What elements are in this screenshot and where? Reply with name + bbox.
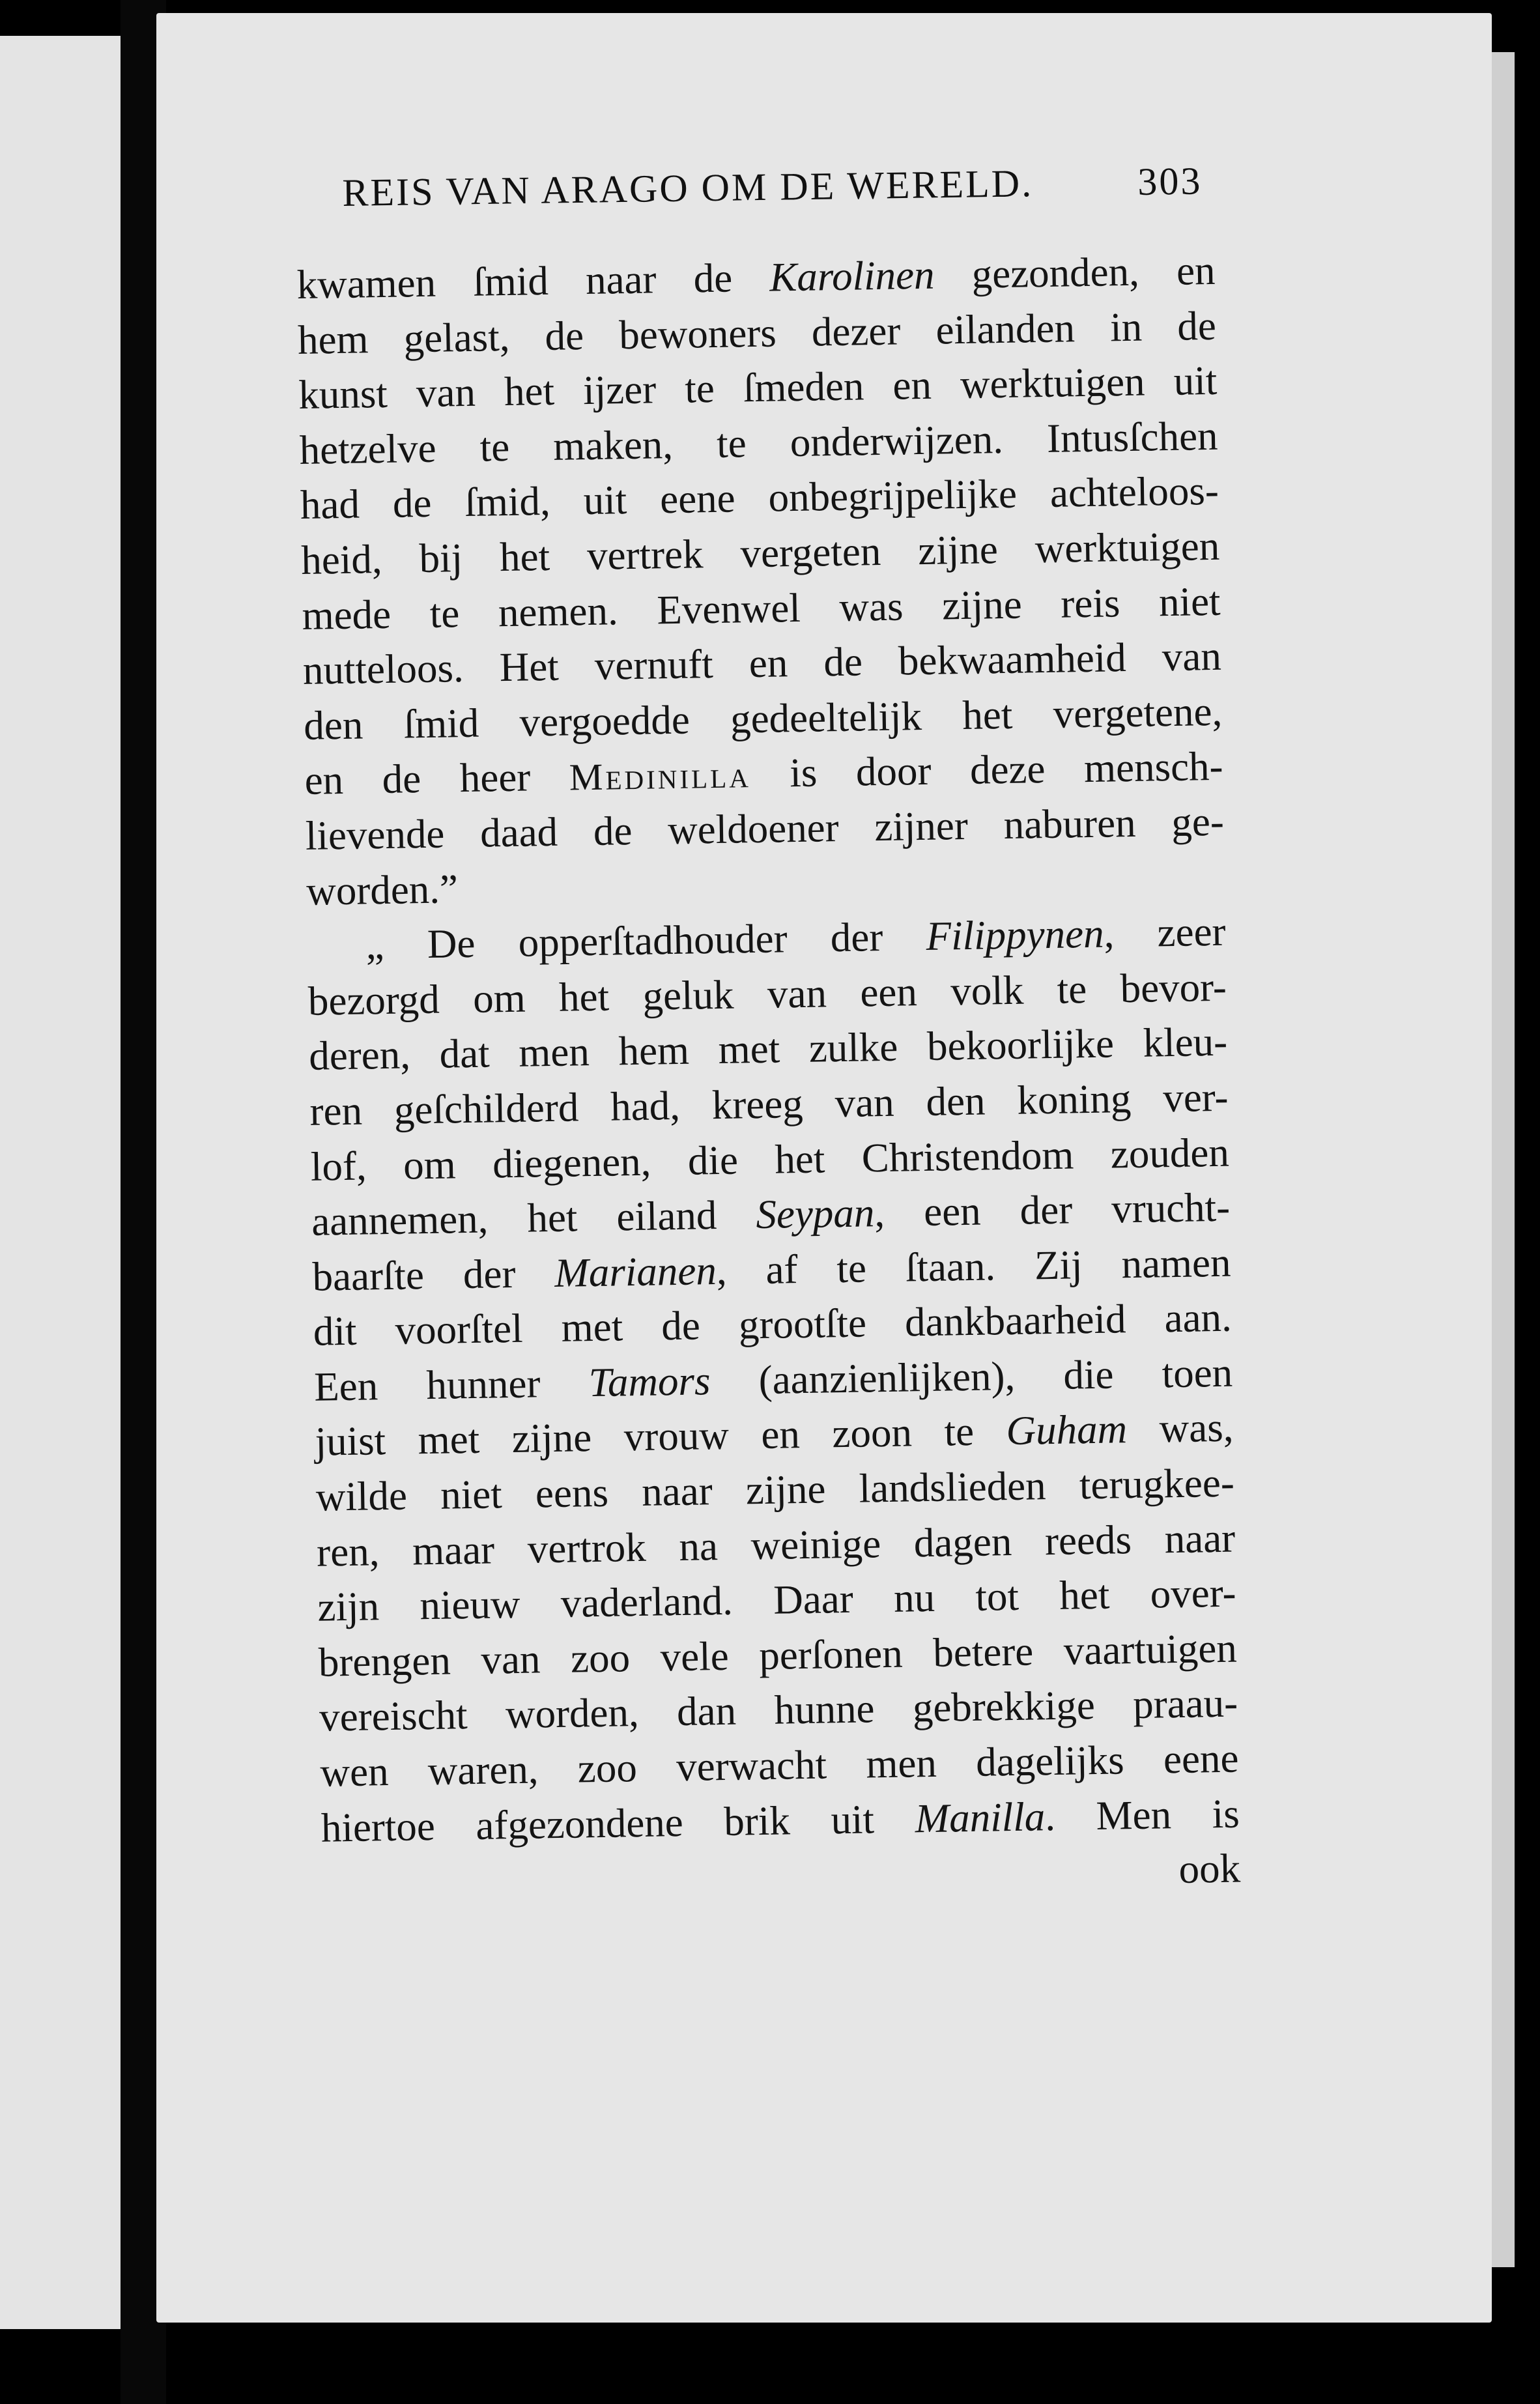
text-line: juist met zijne vrouw en zoon te Guham was, xyxy=(315,1405,1234,1465)
text-line: nutteloos. Het vernuft en de bekwaamheid van xyxy=(302,633,1222,694)
text-line: brengen van zoo vele perſonen betere vaartuigen xyxy=(318,1625,1238,1685)
text-line: den ſmid vergoedde gedeeltelijk het vergetene, xyxy=(303,688,1223,749)
text-line: zijn nieuw vaderland. Daar nu tot het over- xyxy=(317,1569,1236,1630)
text-line: aannemen, het eiland Seypan, een der vrucht- xyxy=(311,1184,1231,1244)
facing-page-edge xyxy=(0,36,121,2329)
text-line: heid, bij het vertrek vergeten zijne werktuigen xyxy=(300,522,1220,583)
text-line: had de ſmid, uit eene onbegrijpelijke achteloos- xyxy=(300,468,1219,528)
text-line: kunst van het ijzer te ſmeden en werktuigen uit xyxy=(298,358,1218,418)
running-head xyxy=(342,159,1203,229)
text-line: en de heer Medinilla is door deze mensch- xyxy=(304,743,1223,804)
running-title: REIS VAN ARAGO OM DE WERELD. xyxy=(342,162,1034,214)
text-line: ren, maar vertrok na weinige dagen reeds naar xyxy=(316,1515,1236,1575)
text-line: kwamen ſmid naar de Karolinen gezonden, en xyxy=(296,247,1216,308)
text-line: lof, om diegenen, die het Christendom zouden xyxy=(310,1129,1230,1190)
text-line: deren, dat men hem met zulke bekoorlijke kleu- xyxy=(308,1019,1228,1080)
text-line: lievende daad de weldoener zijner naburen ge- xyxy=(305,798,1225,859)
text-line: hem gelast, de bewoners dezer eilanden in de xyxy=(297,302,1217,363)
text-line: wen waren, zoo verwacht men dagelijks eene xyxy=(319,1735,1239,1796)
catchword: ook xyxy=(1178,1845,1241,1893)
text-line: bezorgd om het geluk van een volk te bevor- xyxy=(307,964,1227,1024)
text-line: ren geſchilderd had, kreeg van den koning ver- xyxy=(309,1074,1229,1134)
text-line: vereischt worden, dan hunne gebrekkige praau- xyxy=(319,1680,1238,1741)
text-line: worden.” xyxy=(306,865,459,914)
body-text xyxy=(296,243,1241,1911)
text-line: wilde niet eens naar zijne landslieden terugkee- xyxy=(315,1459,1235,1520)
page-number: 303 xyxy=(1137,159,1203,203)
text-line: Een hunner Tamors (aanzienlijken), die toen xyxy=(313,1349,1233,1410)
text-line: hetzelve te maken, te onderwijzen. Intusſchen xyxy=(299,412,1219,473)
text-line: baarſte der Marianen, af te ſtaan. Zij namen xyxy=(312,1239,1231,1300)
text-line: hiertoe afgezondene brik uit Manilla. Men is xyxy=(321,1790,1240,1851)
text-line: dit voorſtel met de grootſte dankbaarheid aan. xyxy=(313,1294,1233,1355)
text-line: „ De opperſtadhouder der Filippynen, zeer xyxy=(365,908,1226,968)
text-line: mede te nemen. Evenwel was zijne reis niet xyxy=(302,578,1221,638)
